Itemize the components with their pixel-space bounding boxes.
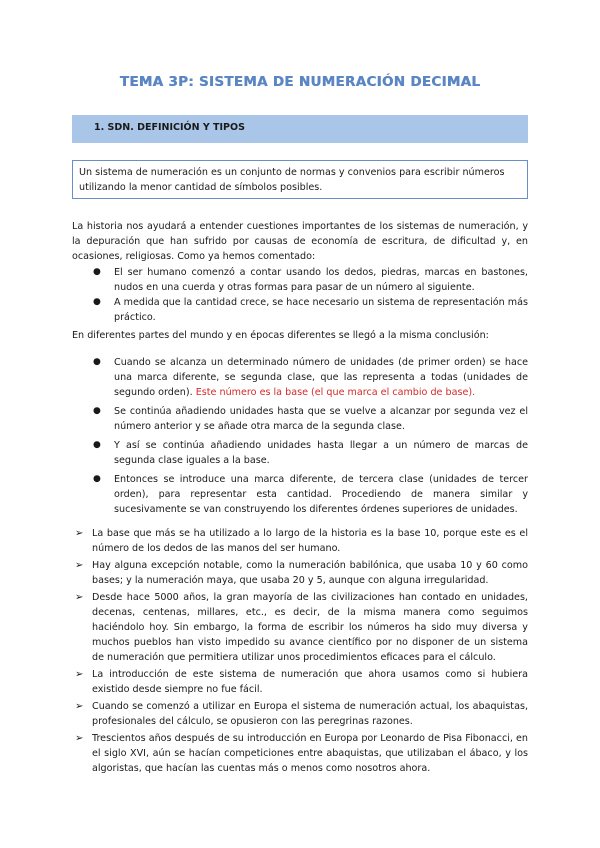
section-heading: 1. SDN. DEFINICIÓN Y TIPOS — [94, 122, 245, 133]
base-highlight-text: Este número es la base (el que marca el cambio de base). — [195, 387, 476, 398]
section-heading-bar — [72, 115, 528, 143]
bullet-dot-icon: ● — [93, 357, 101, 367]
list-item-text: Desde hace 5000 años, la gran mayoría de las civilizaciones han contado en unidades, decenas, centenas, millares, etc., es decir, de la misma manera como seguimos haciéndolo hoy. Sin embargo, la forma de escribir los números ha sido muy diversa y muchos pueblos han visto impedido su avance científico por no disponer de un sistema de numeración que permitiera utilizar unos procedimientos eficaces para el cálculo. — [92, 592, 528, 663]
bullet-dot-icon: ● — [93, 267, 101, 277]
arrow-bullet-icon: ➢ — [75, 669, 84, 680]
list-item-text: Se continúa añadiendo unidades hasta que se vuelve a alcanzar por segunda vez el número anterior y se añade otra marca de la segunda clase. — [114, 406, 528, 432]
list-item-text: Entonces se introduce una marca diferente, de tercera clase (unidades de tercer orden), para representar esta cantidad. Procediendo de manera similar y sucesivamente se van construyendo los diferentes órdenes superiores de unidades. — [114, 474, 528, 515]
conclusion-paragraph: En diferentes partes del mundo y en épocas diferentes se llegó a la misma conclusión: — [72, 330, 489, 341]
list-item — [90, 404, 528, 434]
list-item-text: La base que más se ha utilizado a lo largo de la historia es la base 10, porque este es el número de los dedos de las manos del ser humano. — [92, 528, 528, 554]
definition-text: Un sistema de numeración es un conjunto de normas y convenios para escribir números utilizando la menor cantidad de símbolos posibles. — [79, 167, 505, 193]
bullet-list-1 — [90, 265, 528, 325]
bullet-dot-icon: ● — [93, 474, 101, 484]
list-item — [72, 558, 528, 588]
list-item-text: El ser humano comenzó a contar usando los dedos, piedras, marcas en bastones, nudos en una cuerda y otras formas para pasar de un número al siguiente. — [114, 267, 528, 293]
list-item — [72, 590, 528, 665]
list-item-text: Cuando se alcanza un determinado número de unidades (de primer orden) se hace una marca diferente, se segunda clase, que las representa a todas (unidades de segundo orden). — [114, 357, 528, 398]
list-item — [72, 699, 528, 729]
arrow-bullet-icon: ➢ — [75, 560, 84, 571]
list-item — [90, 438, 528, 468]
arrow-list — [72, 526, 528, 778]
arrow-bullet-icon: ➢ — [75, 701, 84, 712]
intro-paragraph: La historia nos ayudará a entender cuestiones importantes de los sistemas de numeración, y la depuración que han sufrido por causas de economía de escritura, de dificultad y, en ocasiones, religiosas. Como ya hemos comentado: — [72, 221, 528, 262]
bullet-dot-icon: ● — [93, 297, 101, 307]
bullet-dot-icon: ● — [93, 440, 101, 450]
bullet-dot-icon: ● — [93, 406, 101, 416]
definition-box — [72, 160, 528, 199]
list-item-text: Hay alguna excepción notable, como la numeración babilónica, que usaba 10 y 60 como bases; y la numeración maya, que usaba 20 y 5, aunque con alguna irregularidad. — [92, 560, 528, 586]
list-item — [90, 265, 528, 295]
list-item — [72, 731, 528, 776]
list-item — [72, 526, 528, 556]
list-item-text: A medida que la cantidad crece, se hace necesario un sistema de representación más práctico. — [114, 297, 529, 323]
list-item-text: Trescientos años después de su introducción en Europa por Leonardo de Pisa Fibonacci, en el siglo XVI, aún se hacían competiciones entre abaquistas, que utilizaban el ábaco, y los algoristas, que hacían las cuentas más o menos como nosotros ahora. — [92, 733, 528, 774]
bullet-list-2 — [90, 355, 528, 521]
arrow-bullet-icon: ➢ — [75, 733, 84, 744]
arrow-bullet-icon: ➢ — [75, 592, 84, 603]
list-item-text: Cuando se comenzó a utilizar en Europa el sistema de numeración actual, los abaquistas, profesionales del cálculo, se opusieron con las peregrinas razones. — [92, 701, 528, 727]
list-item — [90, 295, 528, 325]
list-item — [90, 472, 528, 517]
arrow-bullet-icon: ➢ — [75, 528, 84, 539]
list-item-text: Y así se continúa añadiendo unidades hasta llegar a un número de marcas de segunda clase iguales a la base. — [114, 440, 528, 466]
list-item — [90, 355, 528, 400]
list-item — [72, 667, 528, 697]
list-item-text: La introducción de este sistema de numeración que ahora usamos como si hubiera existido desde siempre no fue fácil. — [92, 669, 528, 695]
page-title: TEMA 3P: SISTEMA DE NUMERACIÓN DECIMAL — [119, 74, 481, 90]
